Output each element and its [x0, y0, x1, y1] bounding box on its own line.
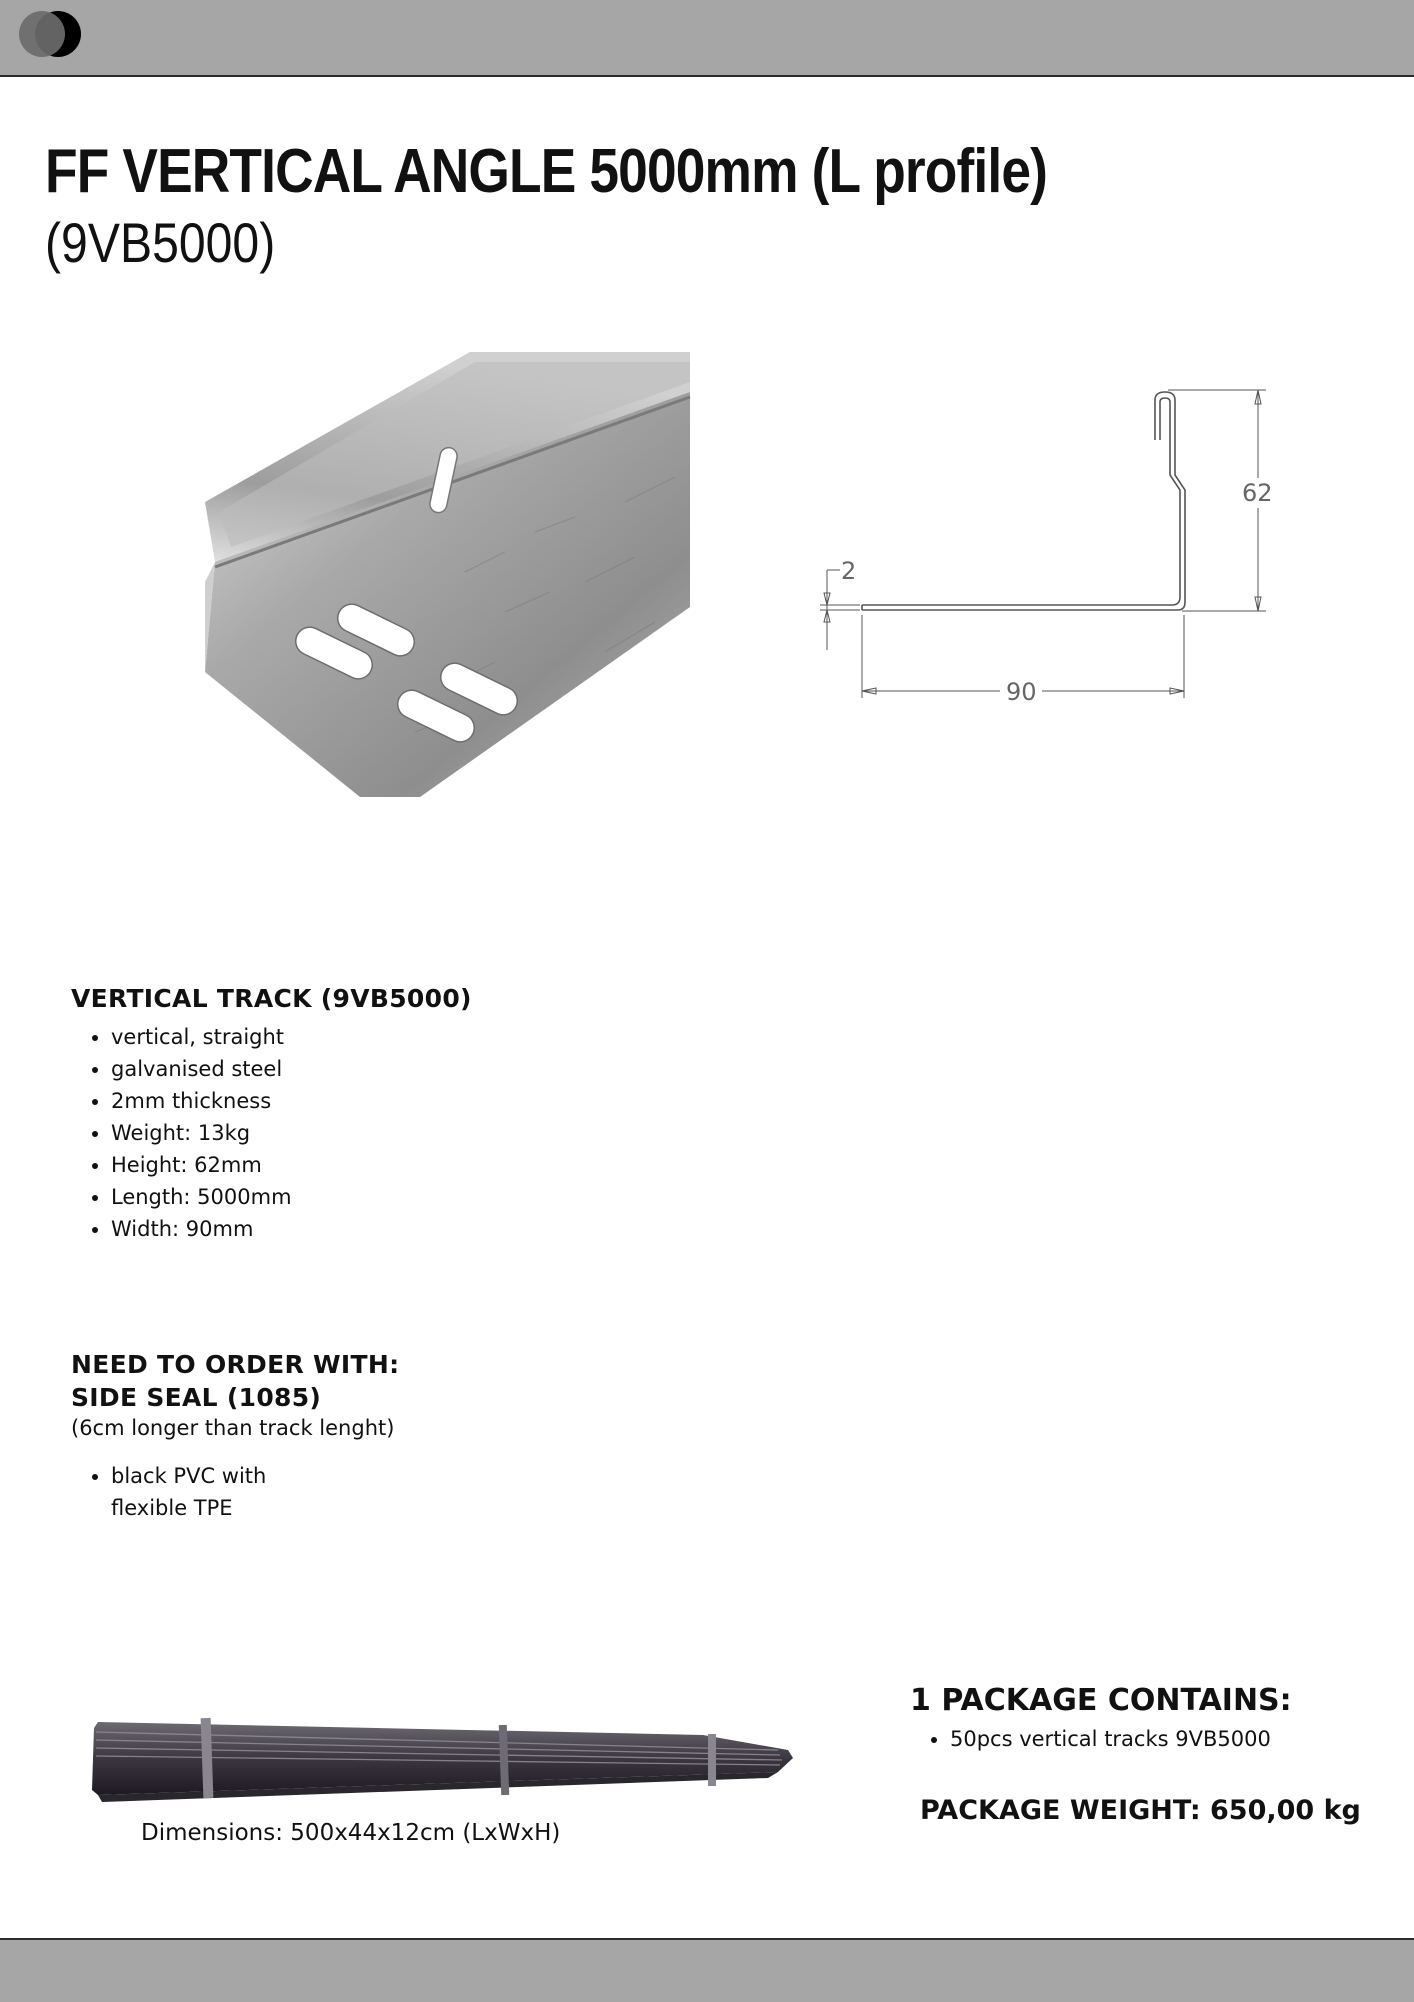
footer-bar	[0, 1938, 1414, 2002]
list-item: • galvanised steel	[111, 1053, 472, 1085]
list-item: • vertical, straight	[111, 1021, 472, 1053]
package-list	[910, 1724, 1292, 1754]
width-label: 90	[1006, 678, 1037, 706]
profile-drawing	[810, 380, 1280, 720]
list-item: • Height: 62mm	[111, 1149, 472, 1181]
product-code: (9VB5000)	[45, 211, 276, 274]
angle-photo	[205, 352, 695, 797]
order-item-line1: black PVC with	[111, 1464, 267, 1488]
list-item: • Weight: 13kg	[111, 1117, 472, 1149]
order-list	[71, 1460, 399, 1524]
spec-heading: VERTICAL TRACK (9VB5000)	[71, 984, 472, 1013]
list-item: • 2mm thickness	[111, 1085, 472, 1117]
spec-section	[71, 982, 472, 1245]
order-section	[71, 1348, 399, 1524]
list-item	[111, 1460, 399, 1524]
order-note: (6cm longer than track lenght)	[71, 1416, 395, 1440]
list-item: • 50pcs vertical tracks 9VB5000	[950, 1724, 1292, 1754]
height-label: 62	[1242, 479, 1273, 507]
list-item: • Length: 5000mm	[111, 1181, 472, 1213]
header-bar	[0, 0, 1414, 77]
package-heading: 1 PACKAGE CONTAINS:	[910, 1683, 1292, 1718]
spec-list	[71, 1021, 472, 1245]
order-heading-line1: NEED TO ORDER WITH:	[71, 1350, 400, 1379]
page-title: FF VERTICAL ANGLE 5000mm (L profile)	[45, 137, 1048, 206]
package-weight: PACKAGE WEIGHT: 650,00 kg	[920, 1795, 1361, 1826]
order-item-line2: flexible TPE	[111, 1496, 233, 1520]
package-dimensions: Dimensions: 500x44x12cm (LxWxH)	[141, 1820, 561, 1846]
thickness-label: 2	[841, 557, 857, 585]
package-photo	[88, 1710, 798, 1810]
package-section	[910, 1682, 1292, 1754]
order-heading-line2: SIDE SEAL (1085)	[71, 1383, 322, 1412]
list-item: • Width: 90mm	[111, 1213, 472, 1245]
brand-logo-icon	[18, 6, 102, 62]
